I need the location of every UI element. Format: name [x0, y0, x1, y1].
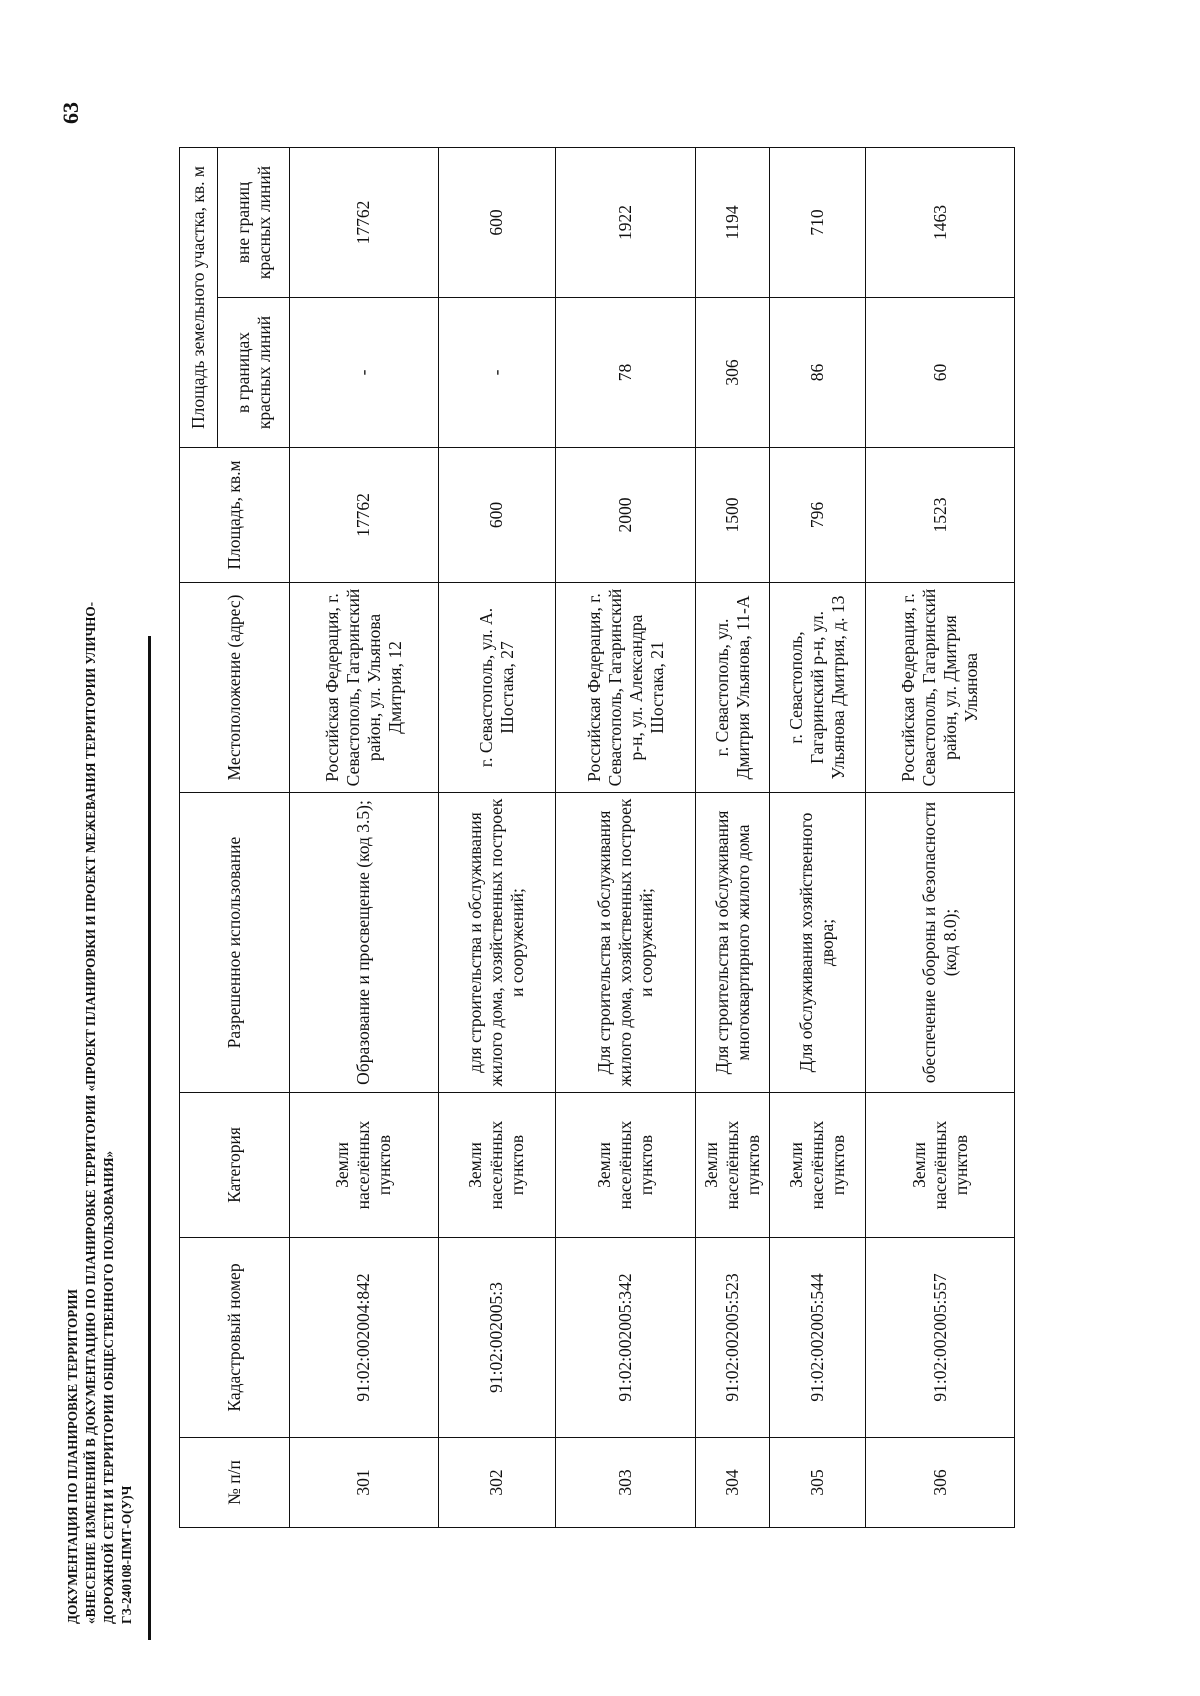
header-inside-red-lines: в границах красных линий — [218, 298, 290, 448]
cell-area: 1523 — [866, 448, 1015, 583]
cell-num: 306 — [866, 1438, 1015, 1528]
cell-num: 302 — [438, 1438, 555, 1528]
page-number: 63 — [58, 102, 83, 124]
header-line-1: ДОКУМЕНТАЦИЯ ПО ПЛАНИРОВКЕ ТЕРРИТОРИИ — [65, 1289, 80, 1624]
cell-location: г. Севастополь, Гагаринский р-н, ул. Ульянова Дмитрия, д. 13 — [769, 583, 865, 793]
cell-category: Земли населённых пунктов — [290, 1093, 439, 1238]
cell-usage: Для строительства и обслуживания жилого дома, хозяйственных построек и сооружений; — [556, 793, 696, 1093]
cell-outside: 600 — [438, 147, 555, 297]
land-plots-table-container — [179, 148, 1015, 1528]
header-area: Площадь, кв.м — [180, 448, 290, 583]
header-plot-area: Площадь земельного участка, кв. м — [180, 147, 218, 447]
cell-cadastral: 91:02:002005:342 — [556, 1238, 696, 1438]
table-row — [696, 147, 769, 1527]
cell-num: 305 — [769, 1438, 865, 1528]
cell-area: 1500 — [696, 448, 769, 583]
cell-usage: Для обслуживания хозяйственного двора; — [769, 793, 865, 1093]
table-row — [866, 147, 1015, 1527]
cell-num: 303 — [556, 1438, 696, 1528]
cell-location: г. Севастополь, ул. Дмитрия Ульянова, 11-А — [696, 583, 769, 793]
cell-inside: - — [438, 298, 555, 448]
cell-category: Земли населённых пунктов — [556, 1093, 696, 1238]
cell-category: Земли населённых пунктов — [438, 1093, 555, 1238]
cell-inside: 306 — [696, 298, 769, 448]
cell-outside: 1463 — [866, 147, 1015, 297]
cell-outside: 710 — [769, 147, 865, 297]
header-cadastral: Кадастровый номер — [180, 1238, 290, 1438]
cell-cadastral: 91:02:002005:544 — [769, 1238, 865, 1438]
cell-location: г. Севастополь, ул. А. Шостака, 27 — [438, 583, 555, 793]
cell-cadastral: 91:02:002005:3 — [438, 1238, 555, 1438]
cell-location: Российская Федерация, г. Севастополь, Гагаринский район, ул. Дмитрия Ульянова — [866, 583, 1015, 793]
header-category: Категория — [180, 1093, 290, 1238]
cell-area: 796 — [769, 448, 865, 583]
land-plots-table — [179, 147, 1015, 1528]
header-outside-red-lines: вне границ красных линий — [218, 147, 290, 297]
cell-inside: - — [290, 298, 439, 448]
cell-category: Земли населённых пунктов — [696, 1093, 769, 1238]
table-row — [438, 147, 555, 1527]
cell-category: Земли населённых пунктов — [769, 1093, 865, 1238]
cell-location: Российская Федерация, г. Севастополь, Гагаринский район, ул. Ульянова Дмитрия, 12 — [290, 583, 439, 793]
table-row — [769, 147, 865, 1527]
cell-category: Земли населённых пунктов — [866, 1093, 1015, 1238]
cell-inside: 60 — [866, 298, 1015, 448]
cell-usage: Образование и просвещение (код 3.5); — [290, 793, 439, 1093]
header-line-3: ДОРОЖНОЙ СЕТИ И ТЕРРИТОРИИ ОБЩЕСТВЕННОГО ПОЛЬЗОВАНИЯ» — [101, 1150, 116, 1624]
cell-outside: 1194 — [696, 147, 769, 297]
cell-cadastral: 91:02:002005:523 — [696, 1238, 769, 1438]
cell-inside: 78 — [556, 298, 696, 448]
document-header — [64, 324, 136, 1624]
cell-cadastral: 91:02:002005:557 — [866, 1238, 1015, 1438]
cell-location: Российская Федерация, г. Севастополь, Гагаринский р-н, ул. Александра Шостака, 21 — [556, 583, 696, 793]
cell-usage: обеспечение обороны и безопасности (код 8.0); — [866, 793, 1015, 1093]
header-line-2: «ВНЕСЕНИЕ ИЗМЕНЕНИЙ В ДОКУМЕНТАЦИЮ ПО ПЛАНИРОВКЕ ТЕРРИТОРИИ «ПРОЕКТ ПЛАНИРОВКИ И ПРОЕКТ МЕЖЕВАНИЯ ТЕРРИТОРИИ УЛИЧНО- — [83, 601, 98, 1624]
cell-cadastral: 91:02:002004:842 — [290, 1238, 439, 1438]
cell-outside: 1922 — [556, 147, 696, 297]
cell-outside: 17762 — [290, 147, 439, 297]
header-location: Местоположение (адрес) — [180, 583, 290, 793]
table-row — [290, 147, 439, 1527]
cell-usage: для строительства и обслуживания жилого дома, хозяйственных построек и сооружений; — [438, 793, 555, 1093]
header-line-4: ГЗ-240108-ПМТ-О(У)Ч — [119, 1485, 134, 1624]
cell-area: 600 — [438, 448, 555, 583]
cell-num: 301 — [290, 1438, 439, 1528]
cell-area: 17762 — [290, 448, 439, 583]
cell-num: 304 — [696, 1438, 769, 1528]
table-row — [556, 147, 696, 1527]
header-divider — [148, 636, 151, 1640]
header-num: № п/п — [180, 1438, 290, 1528]
cell-inside: 86 — [769, 298, 865, 448]
header-usage: Разрешенное использование — [180, 793, 290, 1093]
cell-area: 2000 — [556, 448, 696, 583]
cell-usage: Для строительства и обслуживания многоквартирного жилого дома — [696, 793, 769, 1093]
